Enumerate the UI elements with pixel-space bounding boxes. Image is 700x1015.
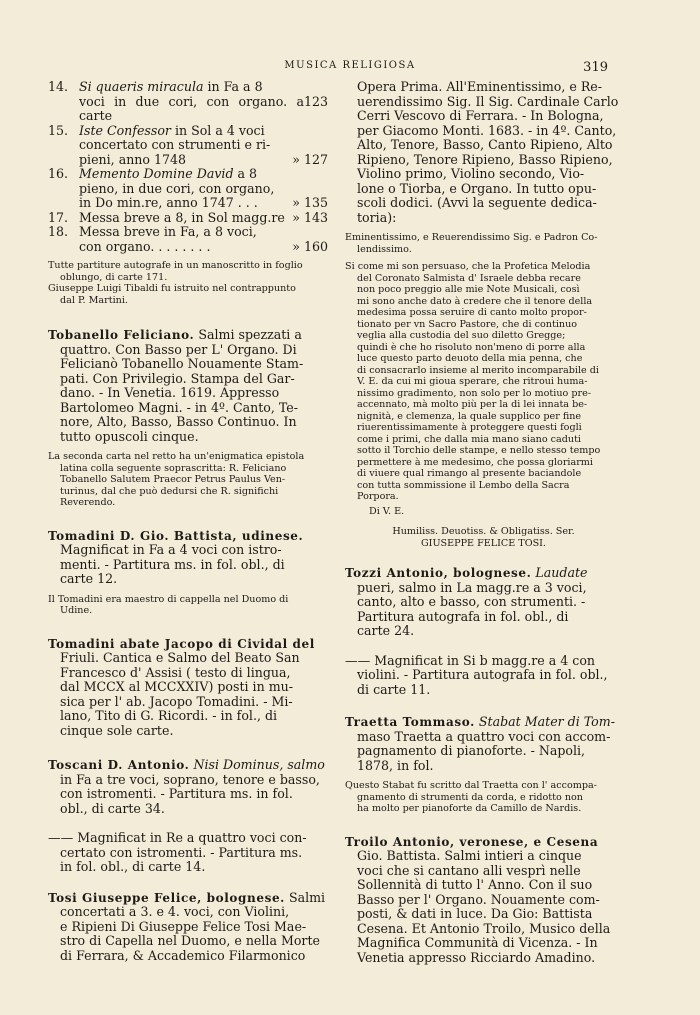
note-tomadini: Il Tomadini era maestro di cappella nel Duomo di Udine. [48,593,289,616]
note-tobanello: La seconda carta nel retto ha un'enigmatica epistola latina colla seguente soprascritta: R. Feliciano Tobanello Salutem Praecor Petrus Paulus Ven- turinus, dal che può dedursi che R. significhi Reverendo. [48,451,305,508]
entry-tomadini-jacopo: Tomadini abate Jacopo di Cividal del Friuli. Cantica e Salmo del Beato San Francesco d' Assisi ( testo di lingua, dal MCCX al MCCXXIV) posti in mu- sica per l' ab. Jacopo Tomadini. - Mi- lano, Tito di G. Ricordi. - in fol., di cinque sole carte. [48,636,315,738]
page-number: 319 [583,60,608,75]
left-column [48,80,328,963]
list-item: 15. Iste Confessor in Sol a 4 voci concertato con strumenti e ri- pieni, anno 1748 » 127 [48,122,328,167]
list-item: 14. Si quaeris miracula in Fa a 8 voci in due cori, con organo. a carte 123 [48,79,328,123]
note-traetta: Questo Stabat fu scritto dal Traetta con l' accompa- gnamento di strumenti da corda, e ridotto non ha molto per pianoforte da Camillo de Nardis. [345,780,597,814]
entry-tosi: Tosi Giuseppe Felice, bolognese. Salmi concertati a 3. e 4. voci, con Violini, e Ripieni Di Giuseppe Felice Tosi Mae- stro di Capella nel Duomo, e nella Morte di Ferrara, & Accademico Filarmonico [48,889,326,963]
tosi-continuation: Opera Prima. All'Eminentissimo, e Re- uerendissimo Sig. Il Sig. Cardinale Carlo Cerri Vescovo di Ferrara. - In Bologna, per Giacomo Monti. 1683. - in 4º. Canto, Alto, Tenore, Basso, Canto Ripieno, Alto Ripieno, Tenore Ripieno, Basso Ripieno, Violino primo, Violino secondo, Vio- lone o Tiorba, e Organo. In tutto opu- scoli dodici. (Avvi la seguente dedica- toria): [357,79,619,225]
entry-tomadini-gio: Tomadini D. Gio. Battista, udinese. Magnificat in Fa a 4 voci con istro- menti. - Partitura ms. in fol. obl., di carte 12. [48,528,304,586]
entry-tobanello: Tobanello Feliciano. Salmi spezzati a quattro. Con Basso per L' Organo. Di Felicianò Tobanello Nouamente Stam- pati. Con Privilegio. Stampa del Gar- dano. - In Venetia. 1619. Appresso Bartolomeo Magni. - in 4º. Canto, Te- nore, Alto, Basso, Basso Continuo. In tutto opuscoli cinque. [48,327,304,444]
dedication-heading: Eminentissimo, e Reuerendissimo Sig. e Padron Co- lendissimo. [345,232,598,255]
dedication-text: Si come mi son persuaso, che la Profetica Melodia del Coronato Salmista d' Israele debba recare non poco preggio alle mie Note Musicali, così mi sono anche dato à credere che il tenore della medesima possa seruire di canto molto propor- tionato per vn Sacro Pastore, che di continuo veglia alla custodia del suo diletto Gregge; quindi è che ho risoluto non'meno di porre alla luce questo parto deuoto della mia penna, che di consacrarlo insieme al merito incomparabile di V. E. da cui mi gioua sperare, che ritroui huma- nissimo gradimento, non solo per lo motiuo pre- accennato, mà molto più per la di lei innata be- nignità, e clemenza, la quale supplico per fine riuerentissimamente à proteggere questi fogli come i primi, che dalla mia mano siano caduti sotto il Torchio delle stampe, e nello stesso tempo permettere à me medesimo, che possa gloriarmi di viuere qual rimango al presente baciandole con tutta sommissione il Lembo della Sacra Porpora. Di V. E. Humiliss. Deuotiss. & Obligatiss. Ser. GIUSEPPE FELICE TOSI. [345,261,601,549]
entry-troilo: Troilo Antonio, veronese, e Cesena Gio. Battista. Salmi intieri a cinque voci che si cantano alli vesprì nelle Sollennità di tutto l' Anno. Con il suo Basso per l' Organo. Nouamente com- posti, & dati in luce. Da Gio: Battista Cesena. Et Antonio Troilo, Musico della Magnifica Communità di Vicenza. - In Venetia appresso Ricciardo Amadino. [345,834,611,965]
list-item: 17. Messa breve a 8, in Sol magg.re » 143 [48,209,328,225]
entry-traetta: Traetta Tommaso. Stabat Mater di Tom- maso Traetta a quattro voci con accom- pagnamento di pianoforte. - Napoli, 1878, in fol. [345,714,615,773]
entry-toscani: Toscani D. Antonio. Nisi Dominus, salmo in Fa a tre voci, soprano, tenore e basso, con istromenti. - Partitura ms. in fol. obl., di carte 34. —— Magnificat in Re a quattro voci con- certato con istromenti. - Partitura ms. in fol. obl., di carte 14. [48,757,325,874]
running-head [0,60,700,80]
list-item: 16. Memento Domine David a 8 pieno, in due cori, con organo, in Do min.re, anno 1747 . . . » 135 [48,166,328,210]
list-item: 18. Messa breve in Fa, a 8 voci, con organo. . . . . . . . » 160 [48,224,328,254]
numbered-list [48,80,328,254]
right-column [345,80,622,965]
running-title: MUSICA RELIGIOSA [284,60,416,71]
entry-tozzi: Tozzi Antonio, bolognese. Laudate pueri, salmo in La magg.re a 3 voci, canto, alto e basso, con strumenti. - Partitura autografa in fol. obl., di carte 24. —— Magnificat in Si b magg.re a 4 con violini. - Partitura autografa in fol. obl., di carte 11. [345,565,608,697]
note-tibaldi: Tutte partiture autografe in un manoscritto in foglio oblungo, di carte 171. Giuseppe Luigi Tibaldi fu istruito nel contrappunto dal P. Martini. [48,260,303,306]
